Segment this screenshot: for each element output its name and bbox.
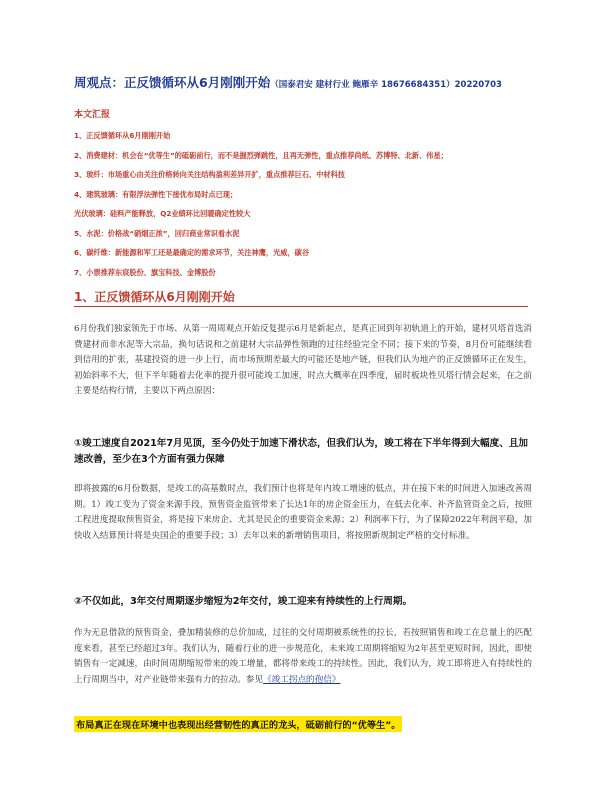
- reference-link[interactable]: 《竣工拐点的孢信》: [263, 674, 341, 685]
- toc-item: 4、建筑玻璃：有限浮法弹性下接优布局时点已现；: [74, 189, 238, 199]
- table-of-contents: [74, 126, 554, 282]
- toc-item: 6、碳纤维：新能源和军工还是最确定的需求环节，关注神鹰，光威，碳谷: [74, 248, 310, 257]
- body-paragraph: 6月份我们独家领先于市场、从第一周周观点开始反复提示6月是新起点，是真正回到年初轨道上的开始，建材贝塔首选消费建材而非水泥等大宗品，换句话说和之前建材大宗品弹性领跑的过往经验完全不同；接下来的节奏，8月份可能继续看到信用的扩张，基建投资的进一步上行，而市场预期差最大的可能还是地产链，但我们认为地产的正反馈循环正在发生，初始斜率不大，但下半年随着去化率的提升很可能竣工加速，时点大概率在四季度，届时板块性贝塔行情会起来，在之前主要是结构行情，主要以下两点原因：: [74, 324, 532, 396]
- body-paragraph: 即将披露的6月份数据，是竣工的高基数时点，我们预计也将是年内竣工增速的低点，并在接下来的时间进入加速改善周期。1）竣工变为了资金来源手段，预售资金监管带来了长达1年的房企资金压力，在低去化率、补齐监管资金之后，按照工程进度提取预售资金，将是接下来房企、尤其是民企的重要资金来源；2）利润率下行，为了保障2022年利润平稳，加快收入结算预计将是央国企的重要手段；3）去年以来的新增销售项目，将按照新规制定严格的交付标准。: [74, 484, 532, 541]
- section-heading: 1、正反馈循环从6月刚刚开始: [74, 290, 235, 304]
- toc-item: 光伏玻璃：硅料产能释放，Q2业绩环比回暖确定性较大: [74, 209, 251, 218]
- body-paragraph: [74, 626, 532, 688]
- subheading-point-2: ②不仅如此，3年交付周期逐步缩短为2年交付，竣工迎来有持续性的上行周期。: [74, 596, 413, 607]
- report-title: [74, 72, 554, 91]
- report-title-main: 周观点：正反馈循环从6月刚刚开始: [74, 75, 271, 90]
- toc-item: 1、正反馈循环从6月刚刚开始: [74, 131, 171, 140]
- toc-item: 2、消费建材：机会在“优等生”的砥砺前行，而不是掘烈弹跳性，且再无弹性，重点推荐尚纸、苏博特、北新、伟星；: [74, 150, 448, 160]
- body-paragraph-text: 作为无息借款的预售资金，叠加精装修的总价加成，过往的交付周期被系统性的拉长，若按照销售和竣工在总量上的匹配度来看，甚至已经超过3年。我们认为，随着行业的进一步规范化，未来竣工周期将缩短为2年甚至更短时间，因此，即使销售有一定减速，由时间周期缩短带来的竣工增量，都将带来竣工的持续性。因此，我们认为，竣工即将进入有持续性的上行周期当中，对产业链带来强有力的拉动。参见: [74, 628, 532, 685]
- highlighted-conclusion: 布局真正在现在环境中也表现出经营韧性的真正的龙头，砥砺前行的“优等生”。: [74, 716, 402, 732]
- toc-heading: 本文汇报: [74, 110, 111, 120]
- section-divider: [74, 306, 528, 307]
- toc-item: 5、水泥：价格战“硝烟正浓”，回归商业常识看水泥: [74, 228, 240, 238]
- toc-item: 7、小票推荐东宸股份、旗宝科技、金博股份: [74, 267, 216, 277]
- subheading-point-1: ①竣工速度自2021年7月见顶，至今仍处于加速下滑状态，但我们认为，竣工将在下半年得到大幅度、且加速改善，至少在3个方面有强力保障: [74, 438, 529, 465]
- toc-item: 3、玻纤：市场重心由关注价格转向关注结构盈利差异开扩，重点推荐巨石、中材科技: [74, 170, 345, 179]
- report-title-meta: （国泰君安 建材行业 鲍雁辛 18676684351）20220703: [270, 80, 502, 90]
